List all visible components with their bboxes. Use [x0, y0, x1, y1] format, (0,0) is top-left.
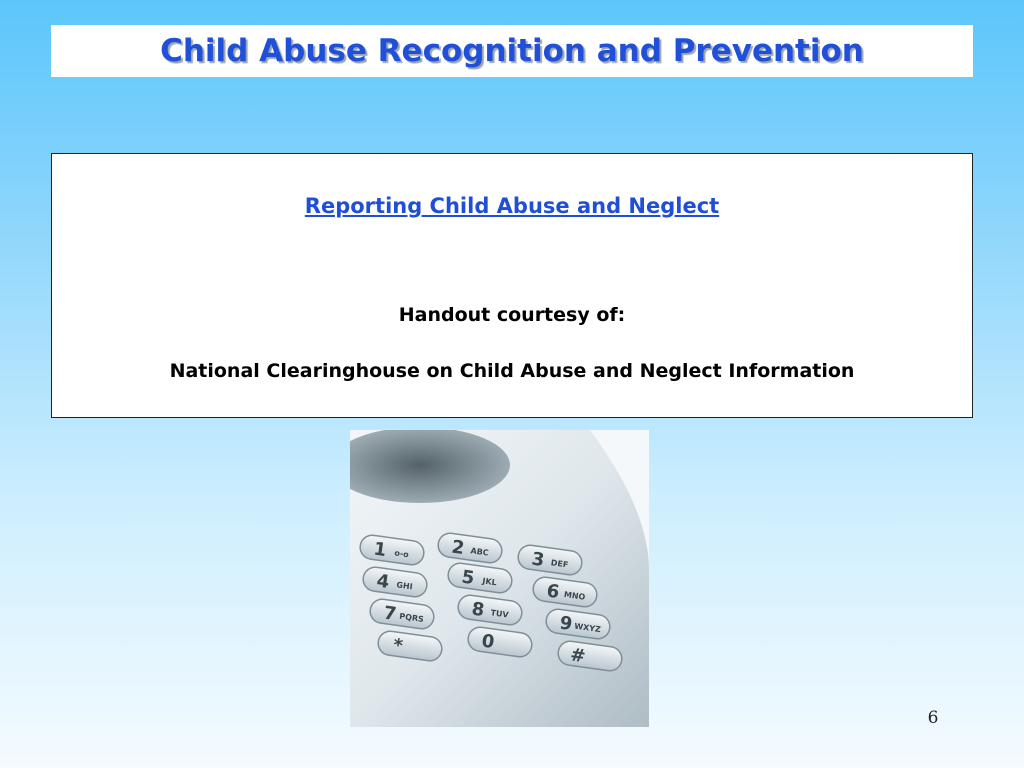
keypad-digit: 8: [470, 598, 486, 622]
reporting-link[interactable]: Reporting Child Abuse and Neglect: [304, 194, 720, 218]
content-box: [51, 153, 973, 418]
keypad-digit: #: [568, 644, 587, 668]
keypad-letters: MNO: [563, 589, 586, 602]
keypad-letters: GHI: [395, 580, 414, 592]
title-box: [51, 25, 973, 77]
keypad-letters: o-o: [393, 548, 410, 560]
keypad-digit: 1: [372, 538, 388, 562]
keypad-letters: TUV: [489, 608, 510, 620]
keypad-letters: WXYZ: [573, 621, 602, 635]
keypad-letters: DEF: [550, 558, 569, 570]
keypad-digit: 6: [545, 580, 561, 604]
keypad-digit: 5: [460, 566, 476, 590]
keypad-letters: PQRS: [398, 611, 425, 625]
keypad-digit: 3: [530, 548, 546, 572]
organization-name: National Clearinghouse on Child Abuse and Neglect Information: [169, 360, 855, 382]
courtesy-label: Handout courtesy of:: [398, 304, 626, 326]
keypad-digit: 4: [375, 570, 391, 594]
keypad-letters: ABC: [469, 546, 490, 558]
keypad-digit: 7: [382, 602, 398, 626]
keypad-letters: JKL: [481, 576, 498, 588]
phone-keypad-photo: [350, 430, 649, 727]
keypad-digit: 0: [480, 630, 496, 654]
slide-number: 6: [927, 708, 939, 728]
keypad-digit: *: [391, 634, 405, 657]
slide-title: Child Abuse Recognition and Prevention: [160, 33, 864, 69]
keypad-digit: 2: [450, 536, 466, 560]
keypad-digit: 9: [558, 612, 574, 636]
